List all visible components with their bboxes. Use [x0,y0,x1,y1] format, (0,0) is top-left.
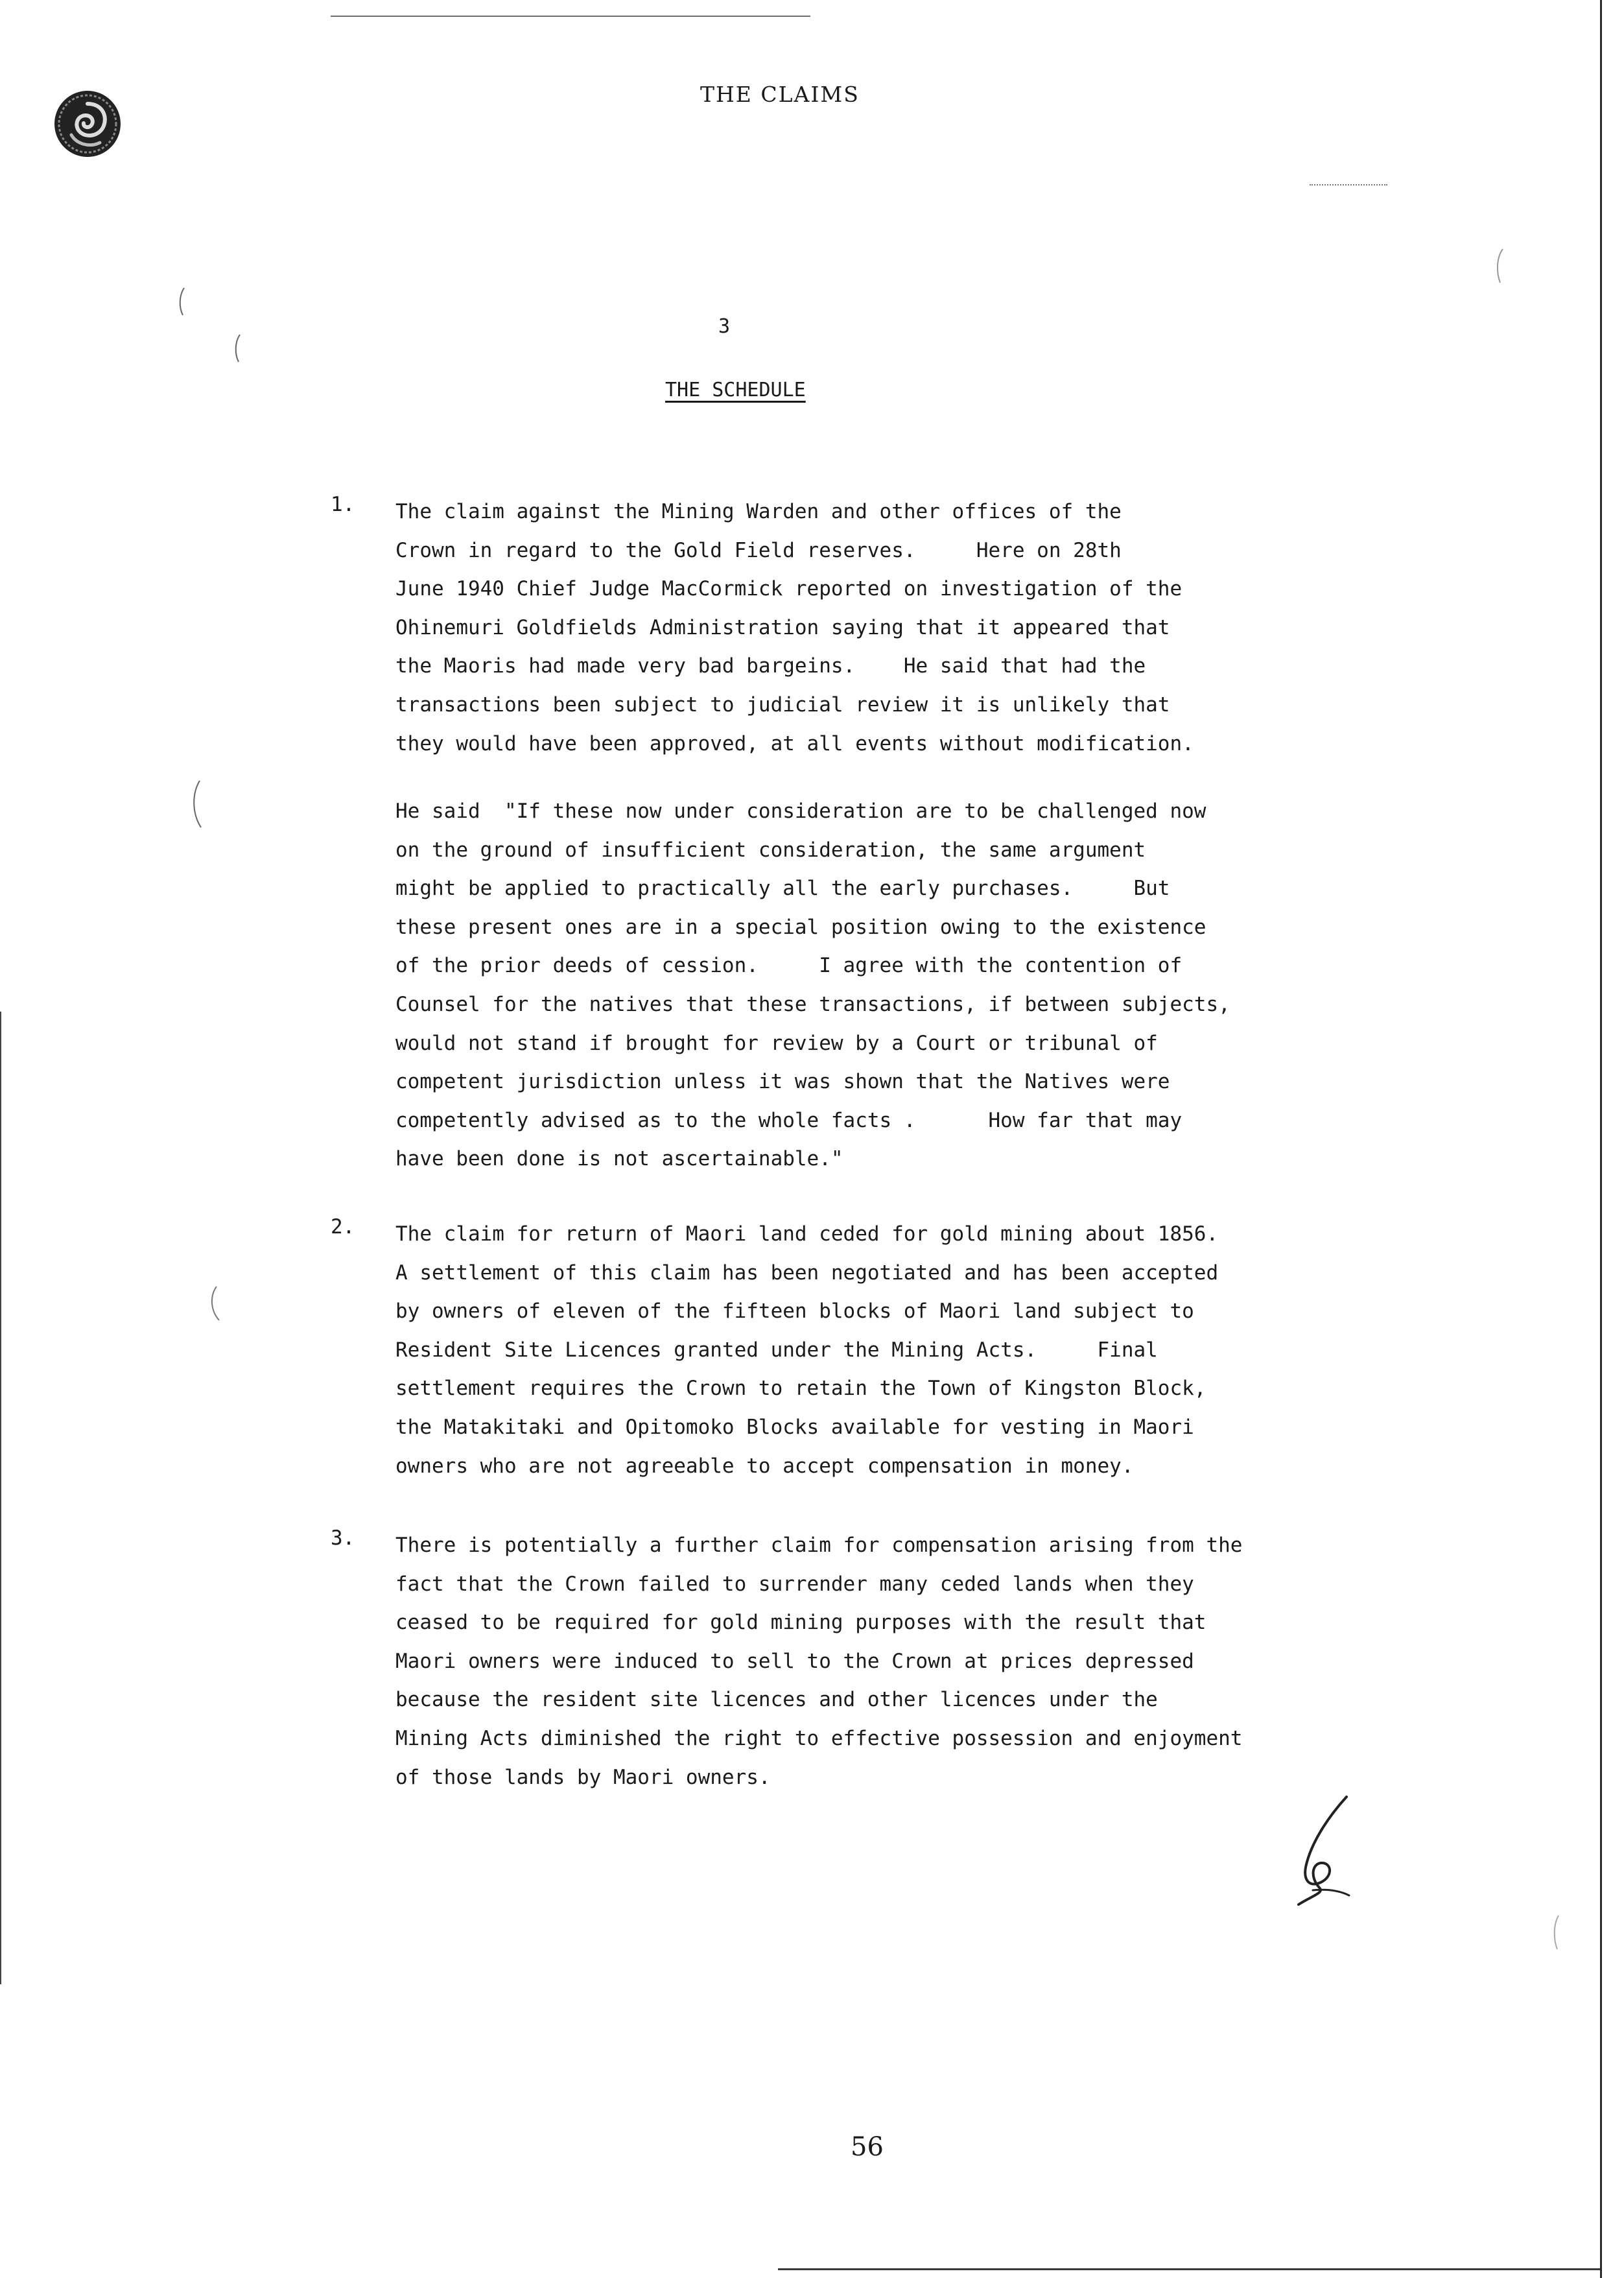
scan-mark [1551,1913,1561,1952]
claim-number: 1. [331,493,355,516]
claim-paragraph: The claim for return of Maori land ceded for gold mining about 1856. A settlement of this claim has been negotiated and has been accepted by owners of eleven of the fifteen blocks of Maori land subject to Resident Site Licences granted under the Mining Acts. Final settlement requires the Crown to retain the Town of Kingston Block, the Matakitaki and Opitomoko Blocks available for vesting in Maori owners who are not agreeable to accept compensation in money. [395,1222,1219,1478]
claim-paragraph: There is potentially a further claim for compensation arising from the fact that the Crown failed to surrender many ceded lands when they ceased to be required for gold mining purposes with the result that Maori owners were induced to sell to the Crown at prices depressed because the resident site licences and other licences under the Mining Acts diminished the right to effective possession and enjoyment of those lands by Maori owners. [395,1534,1243,1789]
scan-mark [188,778,204,830]
scan-mark [231,332,244,364]
scan-mark [206,1284,222,1323]
scan-dots [1310,184,1387,187]
page-number: 56 [851,2132,884,2162]
scan-edge-bottom [778,2268,1600,2270]
claim-number: 2. [331,1215,355,1239]
claim-number: 3. [331,1526,355,1550]
page-marker: 3 [718,315,731,338]
handwritten-initial-signature [1287,1793,1365,1906]
header-title: THE CLAIMS [700,82,860,107]
scan-edge-right [1600,0,1602,2278]
scan-mark [175,285,188,318]
scan-edge-top [331,16,810,17]
claim-paragraph: The claim against the Mining Warden and other offices of the Crown in regard to the Gold Field reserves. Here on 28th June 1940 Chief Judge MacCormick reported on investigation of the Ohinemuri Goldfields Administration saying that it appeared that the Maoris had made very bad bargeins. He said that had the transactions been subject to judicial review it is unlikely that they would have been approved, at all events without modification. [395,500,1194,755]
claim-quote-paragraph: He said "If these now under consideration are to be challenged now on the ground of insufficient consideration, the same argument might be applied to practically all the early purchases. But these present ones are in a special position owing to the existence of the prior deeds of cession. I agree with the contention of Counsel for the natives that these transactions, if between subjects, would not stand if brought for review by a Court or tribunal of competent jurisdiction unless it was shown that the Natives were competently advised as to the whole facts . How far that may have been done is not ascertainable." [395,800,1230,1171]
schedule-title: THE SCHEDULE [665,379,806,401]
koru-logo-icon [53,89,122,158]
scan-edge-left [0,1012,1,1984]
scan-mark [1492,246,1505,285]
